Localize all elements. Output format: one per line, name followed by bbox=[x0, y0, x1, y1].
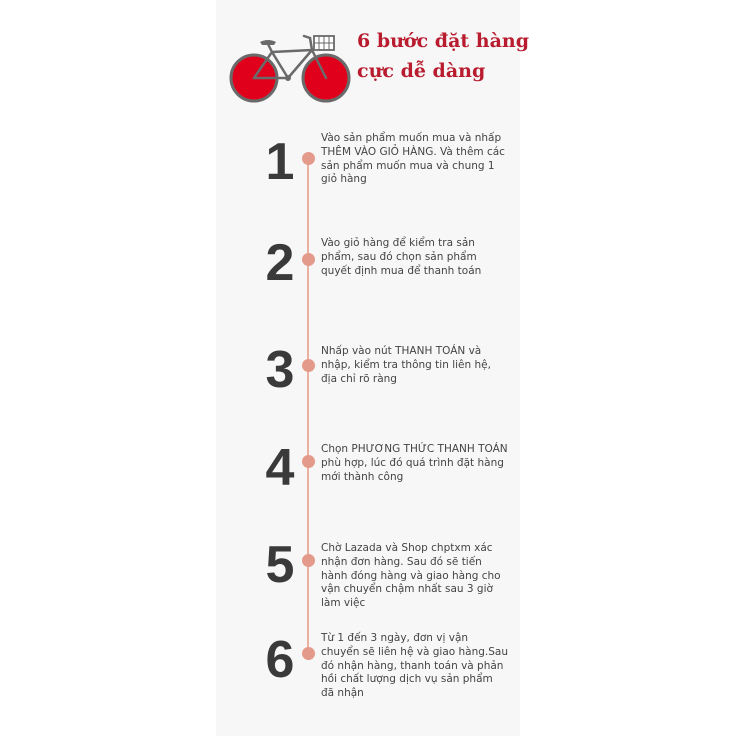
timeline-dot bbox=[302, 647, 315, 660]
step-2 bbox=[0, 235, 520, 305]
timeline-dot bbox=[302, 152, 315, 165]
timeline-dot bbox=[302, 253, 315, 266]
title-line-1: 6 bước đặt hàng bbox=[357, 30, 530, 52]
timeline-dot bbox=[302, 359, 315, 372]
step-6 bbox=[0, 630, 520, 700]
step-1 bbox=[0, 132, 520, 202]
step-number: 3 bbox=[265, 341, 295, 399]
bicycle-icon bbox=[228, 28, 354, 110]
step-number: 2 bbox=[265, 234, 295, 292]
timeline-dot bbox=[302, 554, 315, 567]
step-3 bbox=[0, 342, 520, 412]
step-number: 4 bbox=[265, 439, 295, 497]
title-line-2: cực dễ dàng bbox=[357, 60, 486, 82]
step-4 bbox=[0, 440, 520, 510]
step-number: 5 bbox=[265, 536, 295, 594]
step-5 bbox=[0, 536, 520, 610]
timeline-dot bbox=[302, 455, 315, 468]
step-text: Vào giỏ hàng để kiểm tra sản phẩm, sau đó chọn sản phẩm quyết định mua để thanh toán bbox=[321, 237, 482, 277]
step-text: Nhấp vào nút THANH TOÁN và nhập, kiểm tra thông tin liên hệ, địa chỉ rõ ràng bbox=[321, 345, 491, 385]
step-text: Chờ Lazada và Shop chptxm xác nhận đơn hàng. Sau đó sẽ tiến hành đóng hàng và giao hàng cho vận chuyển chậm nhất sau 3 giờ làm việc bbox=[321, 542, 501, 610]
step-text: Chọn PHƯƠNG THỨC THANH TOÁN phù hợp, lúc đó quá trình đặt hàng mới thành công bbox=[321, 443, 508, 483]
step-text: Vào sản phẩm muốn mua và nhấp THÊM VÀO GIỎ HÀNG. Và thêm các sản phẩm muốn mua và chung 1 giỏ hàng bbox=[321, 132, 505, 186]
step-number: 1 bbox=[265, 133, 295, 191]
page-title bbox=[357, 26, 530, 86]
step-text: Từ 1 đến 3 ngày, đơn vị vận chuyển sẽ liên hệ và giao hàng.Sau đó nhận hàng, thanh toán và phản hồi chất lượng dịch vụ sản phẩm đã nhận bbox=[321, 632, 509, 700]
step-number: 6 bbox=[265, 631, 295, 689]
